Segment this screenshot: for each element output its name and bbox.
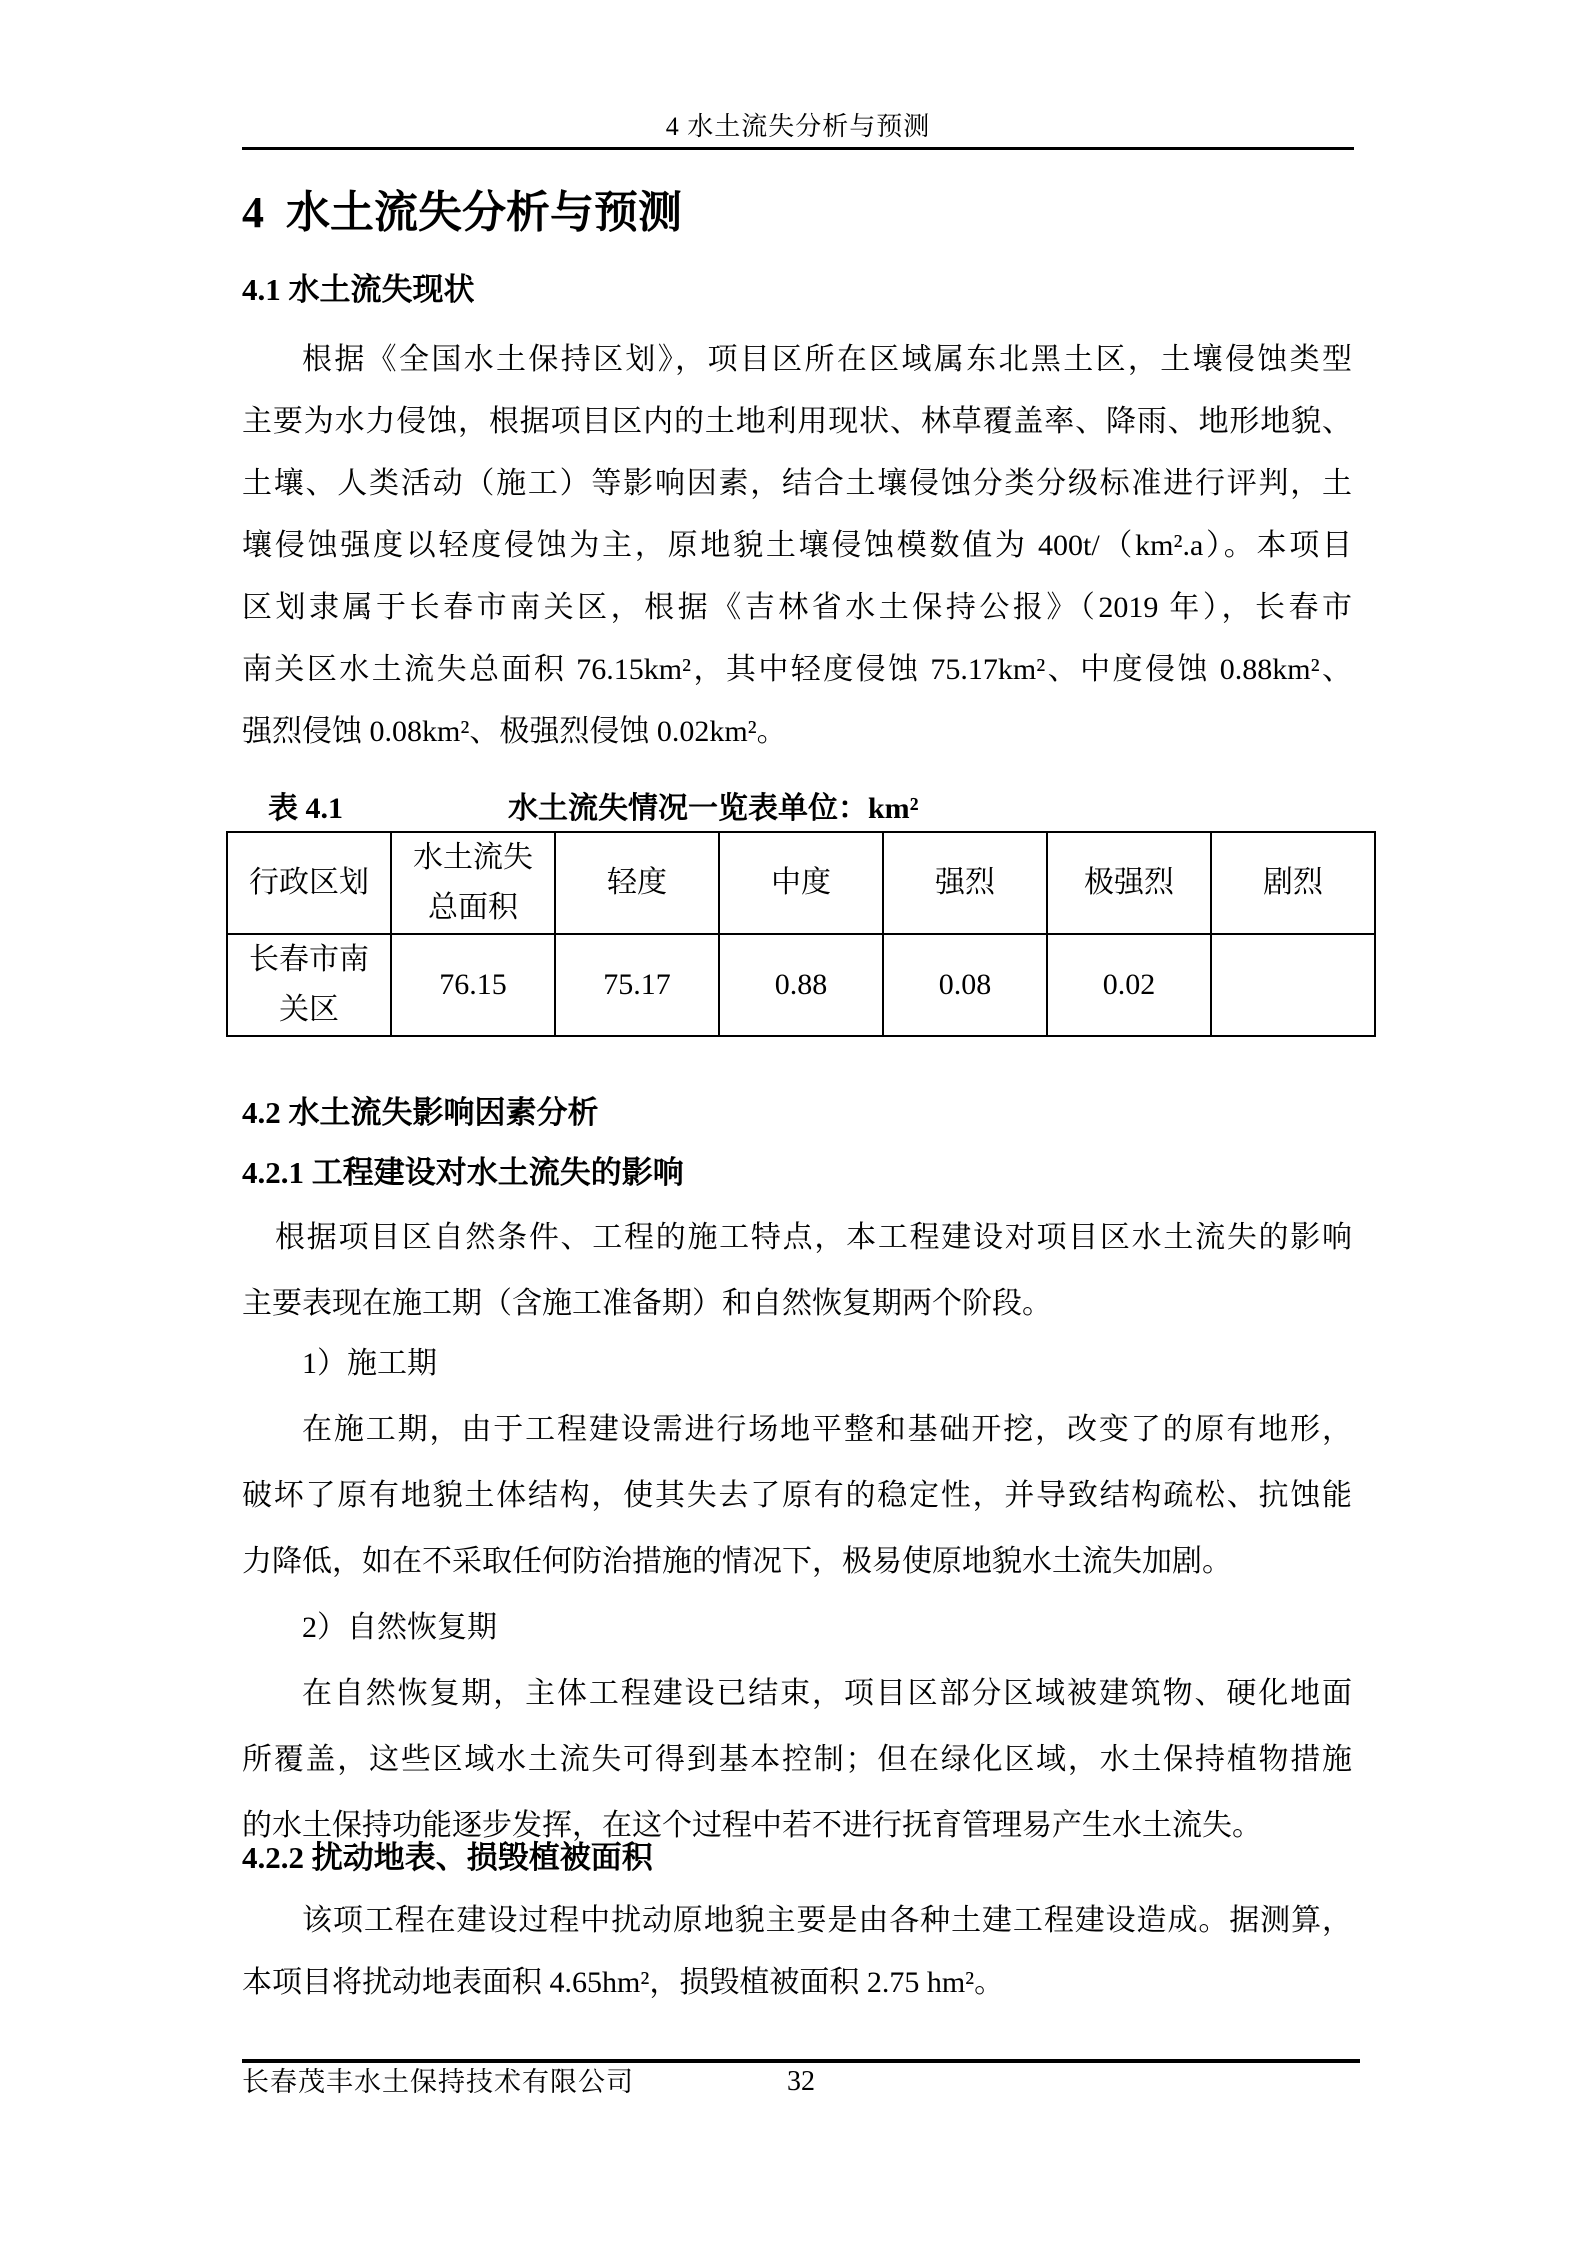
- table-header-cell: 行政区划: [227, 832, 391, 934]
- table-cell: 长春市南关区: [227, 934, 391, 1036]
- footer-page-number: 32: [787, 2066, 815, 2097]
- chapter-title: 4 水土流失分析与预测: [242, 188, 682, 237]
- section-heading-4-2-2: 4.2.2 扰动地表、损毁植被面积: [242, 1840, 653, 1875]
- table-caption: [242, 789, 1376, 829]
- paragraph-line: 根据《全国水土保持区划》，项目区所在区域属东北黑土区，土壤侵蚀类型: [302, 343, 1352, 376]
- paragraph-line: 所覆盖，这些区域水土流失可得到基本控制；但在绿化区域，水土保持植物措施: [242, 1743, 1352, 1776]
- paragraph-line: 本项目将扰动地表面积 4.65hm²，损毁植被面积 2.75 hm²。: [242, 1966, 1005, 1999]
- paragraph-line: 力降低，如在不采取任何防治措施的情况下，极易使原地貌水土流失加剧。: [242, 1545, 1232, 1578]
- paragraph-line: 主要为水力侵蚀，根据项目区内的土地利用现状、林草覆盖率、降雨、地形地貌、: [242, 405, 1352, 438]
- table-cell: 76.15: [391, 934, 555, 1036]
- paragraph-line: 强烈侵蚀 0.08km²、极强烈侵蚀 0.02km²。: [242, 715, 787, 748]
- paragraph-line: 土壤、人类活动（施工）等影响因素，结合土壤侵蚀分类分级标准进行评判，土: [242, 467, 1352, 500]
- table-caption-title: 水土流失情况一览表单位：km²: [508, 792, 919, 825]
- table-header-row: [227, 832, 1375, 934]
- list-item-label: 2）自然恢复期: [302, 1611, 497, 1644]
- table-header-cell: 强烈: [883, 832, 1047, 934]
- footer-company-name: 长春茂丰水土保持技术有限公司: [242, 2067, 634, 2097]
- table-caption-label: 表 4.1: [268, 792, 343, 825]
- table-cell: 75.17: [555, 934, 719, 1036]
- paragraph-line: 南关区水土流失总面积 76.15km²，其中轻度侵蚀 75.17km²、中度侵蚀 0.88km²、: [242, 653, 1352, 686]
- list-item-construction-period: [242, 1331, 1352, 1397]
- paragraph-line: 区划隶属于长春市南关区，根据《吉林省水土保持公报》（2019 年），长春市: [242, 591, 1352, 624]
- header-rule: [242, 147, 1354, 150]
- paragraph-line: 破坏了原有地貌土体结构，使其失去了原有的稳定性，并导致结构疏松、抗蚀能: [242, 1479, 1352, 1512]
- erosion-table: [226, 831, 1376, 1037]
- paragraph-line: 在自然恢复期，主体工程建设已结束，项目区部分区域被建筑物、硬化地面: [302, 1677, 1352, 1710]
- footer-rule: [242, 2059, 1360, 2063]
- paragraph-line: 的水土保持功能逐步发挥，在这个过程中若不进行抚育管理易产生水土流失。: [242, 1809, 1262, 1842]
- paragraph-line: 该项工程在建设过程中扰动原地貌主要是由各种土建工程建设造成。据测算，: [302, 1904, 1352, 1937]
- table-row: [227, 934, 1375, 1036]
- section-heading-4-1: 4.1 水土流失现状: [242, 272, 475, 307]
- list-item-label: 1）施工期: [302, 1347, 437, 1380]
- table-header-cell: 水土流失总面积: [391, 832, 555, 934]
- section-heading-4-2-1: 4.2.1 工程建设对水土流失的影响: [242, 1155, 684, 1190]
- paragraph-disturbed-area: [242, 1890, 1352, 2014]
- paragraph-erosion-status: [242, 329, 1352, 763]
- paragraph-natural-recovery: [242, 1661, 1352, 1859]
- paragraph-impact-intro: [242, 1205, 1352, 1337]
- table-cell: [1211, 934, 1375, 1036]
- paragraph-construction-period: [242, 1397, 1352, 1595]
- table-cell: 0.88: [719, 934, 883, 1036]
- paragraph-line: 在施工期，由于工程建设需进行场地平整和基础开挖，改变了的原有地形，: [302, 1413, 1352, 1446]
- table-header-cell: 剧烈: [1211, 832, 1375, 934]
- list-item-natural-recovery-period: [242, 1595, 1352, 1661]
- paragraph-line: 根据项目区自然条件、工程的施工特点，本工程建设对项目区水土流失的影响: [275, 1221, 1352, 1254]
- table-header-cell: 轻度: [555, 832, 719, 934]
- running-head: 4 水土流失分析与预测: [665, 112, 931, 141]
- table-header-cell: 极强烈: [1047, 832, 1211, 934]
- section-heading-4-2: 4.2 水土流失影响因素分析: [242, 1095, 599, 1130]
- table-header-cell: 中度: [719, 832, 883, 934]
- table-cell: 0.08: [883, 934, 1047, 1036]
- paragraph-line: 主要表现在施工期（含施工准备期）和自然恢复期两个阶段。: [242, 1287, 1052, 1320]
- table-cell: 0.02: [1047, 934, 1211, 1036]
- paragraph-line: 壤侵蚀强度以轻度侵蚀为主，原地貌土壤侵蚀模数值为 400t/（km².a）。本项目: [242, 529, 1352, 562]
